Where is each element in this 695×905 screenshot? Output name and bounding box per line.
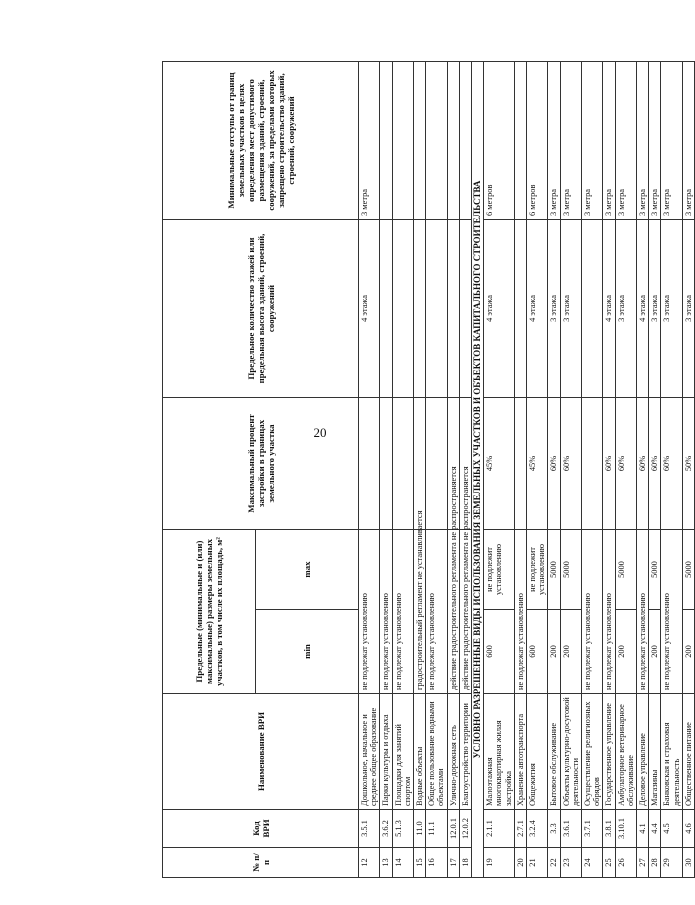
- header-max-percent: Максимальный процент застройки в границах земельного участка: [163, 397, 359, 529]
- row-percent: [514, 397, 526, 529]
- row-max: 5000: [649, 529, 661, 609]
- row-name: Бытовое обслуживание: [548, 694, 560, 810]
- row-name: Объекты культурно-досуговой деятельности: [560, 694, 581, 810]
- row-name: Малоэтажная многоквартирная жилая застройка: [484, 694, 515, 810]
- row-code: 4.1: [637, 810, 649, 848]
- row-code: 4.6: [682, 810, 694, 848]
- rotated-table-container: [162, 62, 693, 878]
- row-floors: 3 этажа: [560, 219, 581, 397]
- table-row: [527, 61, 548, 877]
- row-name: Водные объекты: [414, 694, 426, 810]
- row-num: 26: [615, 848, 636, 878]
- row-min: 600: [484, 610, 515, 694]
- header-limits: Предельные (минимальные и (или) максимальные) размеры земельных участков, в том числе их площадь, м²: [163, 529, 256, 693]
- row-num: 18: [459, 848, 471, 878]
- row-limits-span: не подлежат установлению: [661, 529, 682, 693]
- section-body: [472, 61, 484, 877]
- row-percent: 45%: [484, 397, 515, 529]
- row-code: 11.1: [426, 810, 447, 848]
- row-limits-span: не подлежат установлению: [582, 529, 603, 693]
- row-num: 16: [426, 848, 447, 878]
- table-body-after: [484, 61, 695, 877]
- row-setback: 3 метра: [560, 61, 581, 219]
- table-row: [392, 61, 413, 877]
- row-limits-span: действие градостроительного регламента не распространяется: [459, 529, 471, 693]
- table-row: [484, 61, 515, 877]
- row-num: 29: [661, 848, 682, 878]
- table-body-before: [359, 61, 472, 877]
- row-name: Общежития: [527, 694, 548, 810]
- row-name: Хранение автотранспорта: [514, 694, 526, 810]
- row-setback: 3 метра: [615, 61, 636, 219]
- row-setback: 3 метра: [637, 61, 649, 219]
- row-min: 200: [548, 610, 560, 694]
- row-setback: 3 метра: [548, 61, 560, 219]
- row-min: 200: [615, 610, 636, 694]
- row-num: 14: [392, 848, 413, 878]
- row-min: 600: [527, 610, 548, 694]
- row-floors: 3 этажа: [548, 219, 560, 397]
- row-setback: [459, 61, 471, 219]
- header-floors: Предельное количество этажей или предельная высота зданий, строений, сооружений: [163, 219, 359, 397]
- header-row: [163, 61, 256, 877]
- row-percent: 50%: [682, 397, 694, 529]
- row-setback: [414, 61, 426, 219]
- table-row: [514, 61, 526, 877]
- row-floors: 4 этажа: [603, 219, 615, 397]
- table-row: [548, 61, 560, 877]
- row-floors: 3 этажа: [682, 219, 694, 397]
- row-limits-span: не подлежат установлению: [426, 529, 447, 693]
- row-min: 200: [649, 610, 661, 694]
- row-code: 12.0.1: [447, 810, 459, 848]
- row-setback: 6 метров: [484, 61, 515, 219]
- row-setback: 6 метров: [527, 61, 548, 219]
- row-percent: 60%: [661, 397, 682, 529]
- row-min: 200: [682, 610, 694, 694]
- row-name: Парки культуры и отдыха: [380, 694, 392, 810]
- table-row: [380, 61, 392, 877]
- row-limits-span: действие градостроительного регламента не распространяется: [447, 529, 459, 693]
- table-row: [637, 61, 649, 877]
- table-row: [560, 61, 581, 877]
- row-percent: 60%: [615, 397, 636, 529]
- row-code: 3.3: [548, 810, 560, 848]
- row-num: 25: [603, 848, 615, 878]
- row-floors: [459, 219, 471, 397]
- row-max: 5000: [615, 529, 636, 609]
- header-code: Код ВРИ: [163, 810, 359, 848]
- row-code: 11.0: [414, 810, 426, 848]
- row-setback: [447, 61, 459, 219]
- row-name: Площадки для занятий спортом: [392, 694, 413, 810]
- row-name: Государственное управление: [603, 694, 615, 810]
- row-code: 12.0.2: [459, 810, 471, 848]
- row-max: 5000: [548, 529, 560, 609]
- row-min: 200: [560, 610, 581, 694]
- table-row: [615, 61, 636, 877]
- row-percent: [426, 397, 447, 529]
- row-floors: [380, 219, 392, 397]
- row-code: 3.6.1: [560, 810, 581, 848]
- row-num: 15: [414, 848, 426, 878]
- row-code: 3.2.4: [527, 810, 548, 848]
- table-row: [426, 61, 447, 877]
- row-limits-span: не подлежат установлению: [603, 529, 615, 693]
- row-num: 30: [682, 848, 694, 878]
- row-num: 12: [359, 848, 380, 878]
- row-percent: [392, 397, 413, 529]
- row-code: 3.8.1: [603, 810, 615, 848]
- row-name: Магазины: [649, 694, 661, 810]
- page-number: 20: [313, 425, 327, 440]
- row-setback: [426, 61, 447, 219]
- row-code: 3.6.2: [380, 810, 392, 848]
- row-code: 2.7.1: [514, 810, 526, 848]
- row-percent: 60%: [548, 397, 560, 529]
- row-num: 19: [484, 848, 515, 878]
- row-floors: [426, 219, 447, 397]
- row-floors: 3 этажа: [661, 219, 682, 397]
- row-percent: 45%: [527, 397, 548, 529]
- row-num: 27: [637, 848, 649, 878]
- row-num: 17: [447, 848, 459, 878]
- row-setback: 3 метра: [359, 61, 380, 219]
- row-num: 23: [560, 848, 581, 878]
- row-code: 4.4: [649, 810, 661, 848]
- row-setback: 3 метра: [582, 61, 603, 219]
- row-limits-span: градостроительный регламент не устанавливается: [414, 529, 426, 693]
- table-row: [649, 61, 661, 877]
- row-floors: 4 этажа: [359, 219, 380, 397]
- row-floors: 3 этажа: [615, 219, 636, 397]
- row-code: 3.5.1: [359, 810, 380, 848]
- table-row: [359, 61, 380, 877]
- row-floors: 4 этажа: [484, 219, 515, 397]
- header-max: max: [256, 529, 359, 609]
- row-num: 22: [548, 848, 560, 878]
- header-min: min: [256, 610, 359, 694]
- row-code: 3.7.1: [582, 810, 603, 848]
- row-floors: [447, 219, 459, 397]
- row-percent: 60%: [603, 397, 615, 529]
- row-code: 4.5: [661, 810, 682, 848]
- table-row: [603, 61, 615, 877]
- regulations-table: [162, 61, 695, 878]
- row-setback: 3 метра: [603, 61, 615, 219]
- row-limits-span: не подлежат установлению: [392, 529, 413, 693]
- row-floors: 4 этажа: [637, 219, 649, 397]
- row-floors: [514, 219, 526, 397]
- row-limits-span: не подлежат установлению: [514, 529, 526, 693]
- row-name: Улично-дорожная сеть: [447, 694, 459, 810]
- row-num: 28: [649, 848, 661, 878]
- row-num: 13: [380, 848, 392, 878]
- row-code: 3.10.1: [615, 810, 636, 848]
- row-setback: [514, 61, 526, 219]
- table-row: [447, 61, 459, 877]
- header-name: Наименование ВРИ: [163, 694, 359, 810]
- table-row: [682, 61, 694, 877]
- row-limits-span: не подлежат установлению: [637, 529, 649, 693]
- row-name: Осуществление религиозных обрядов: [582, 694, 603, 810]
- row-num: 24: [582, 848, 603, 878]
- section-title: УСЛОВНО РАЗРЕШЕННЫЕ ВИДЫ ИСПОЛЬЗОВАНИЯ ЗЕМЕЛЬНЫХ УЧАСТКОВ И ОБЪЕКТОВ КАПИТАЛЬНОГО СТРОИТЕЛЬСТВА: [472, 61, 484, 877]
- row-max: не подлежит установлению: [484, 529, 515, 609]
- table-row: [582, 61, 603, 877]
- row-code: 5.1.3: [392, 810, 413, 848]
- row-percent: 60%: [560, 397, 581, 529]
- row-percent: 60%: [637, 397, 649, 529]
- row-floors: 4 этажа: [527, 219, 548, 397]
- row-limits-span: не подлежат установлению: [359, 529, 380, 693]
- row-max: 5000: [682, 529, 694, 609]
- row-floors: [582, 219, 603, 397]
- section-row: [472, 61, 484, 877]
- row-percent: [380, 397, 392, 529]
- row-name: Амбулаторное ветеринарное обслуживание: [615, 694, 636, 810]
- row-setback: 3 метра: [682, 61, 694, 219]
- row-percent: [414, 397, 426, 529]
- row-num: 21: [527, 848, 548, 878]
- row-max: не подлежит установлению: [527, 529, 548, 609]
- row-limits-span: не подлежат установлению: [380, 529, 392, 693]
- table-row: [661, 61, 682, 877]
- row-setback: [380, 61, 392, 219]
- row-name: Общественное питание: [682, 694, 694, 810]
- row-floors: [414, 219, 426, 397]
- row-name: Деловое управление: [637, 694, 649, 810]
- table-row: [459, 61, 471, 877]
- row-setback: [392, 61, 413, 219]
- row-percent: 60%: [649, 397, 661, 529]
- row-percent: [359, 397, 380, 529]
- header-setbacks: Минимальные отступы от границ земельных участков в целях определения мест допустимого размещения зданий, строений, сооружений, за пределами которых запрещено строительство зданий, строений, сооружений: [163, 61, 359, 219]
- row-name: Банковская и страховая деятельность: [661, 694, 682, 810]
- row-floors: 3 этажа: [649, 219, 661, 397]
- row-max: 5000: [560, 529, 581, 609]
- row-percent: [582, 397, 603, 529]
- row-name: Общее пользование водными объектами: [426, 694, 447, 810]
- row-setback: 3 метра: [661, 61, 682, 219]
- table-row: [414, 61, 426, 877]
- row-setback: 3 метра: [649, 61, 661, 219]
- row-num: 20: [514, 848, 526, 878]
- row-floors: [392, 219, 413, 397]
- row-code: 2.1.1: [484, 810, 515, 848]
- row-name: Дошкольное, начальное и среднее общее образование: [359, 694, 380, 810]
- row-name: Благоустройство территории: [459, 694, 471, 810]
- header-num: № п/п: [163, 848, 359, 878]
